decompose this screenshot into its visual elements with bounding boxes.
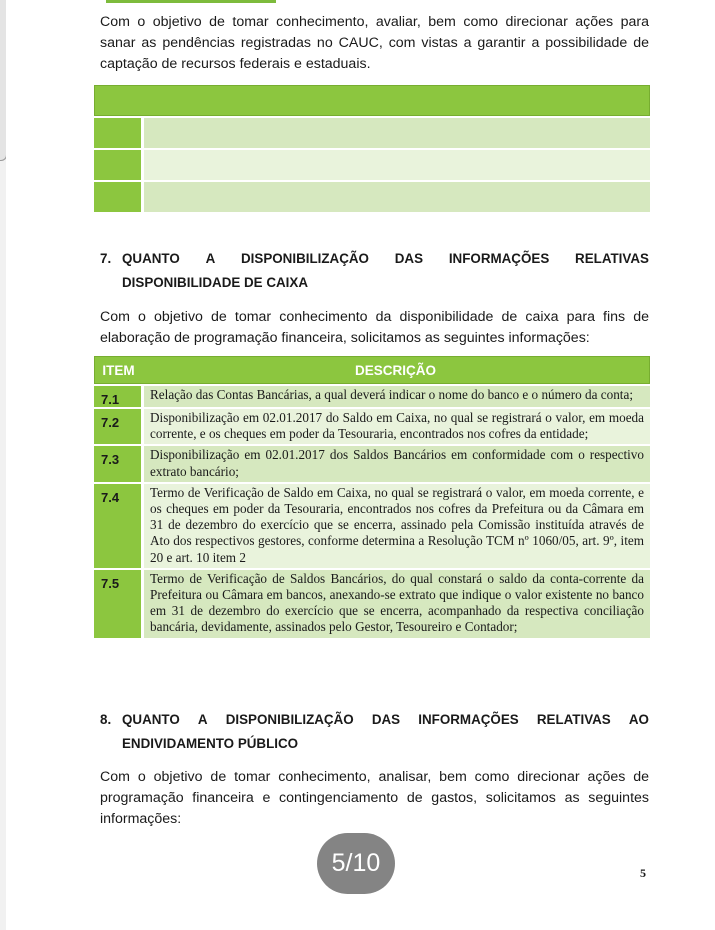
intro-paragraph: Com o objetivo de tomar conhecimento, avaliar, bem como direcionar ações para sanar as pendências registradas no CAUC, com vistas a garantir a possibilidade de captação de recursos federais e estaduais. [100, 14, 649, 72]
section-7-number: 7. [100, 251, 112, 266]
page-counter-pill[interactable]: 5/10 [317, 833, 395, 894]
table-row [94, 484, 650, 568]
empty-table-row [94, 182, 650, 212]
header-description: DESCRIÇÃO [354, 363, 436, 378]
section-8-title-line2: ENDIVIDAMENTO PÚBLICO [122, 736, 299, 751]
page-number: 5 [640, 866, 646, 880]
section-8-number: 8. [100, 712, 112, 727]
section-7-heading [100, 247, 649, 295]
item-description: Relação das Contas Bancárias, a qual deverá indicar o nome do banco e o número da conta; [144, 386, 650, 407]
table-row [94, 409, 650, 444]
item-id: 7.4 [94, 484, 141, 568]
empty-table-header [94, 85, 650, 116]
item-id: 7.1 [94, 386, 141, 407]
table-row [94, 386, 650, 407]
item-id: 7.3 [94, 446, 141, 481]
table-row [94, 570, 650, 638]
item-id: 7.5 [94, 570, 141, 638]
section-8-heading [100, 708, 649, 756]
header-item: ITEM [102, 363, 135, 378]
item-description: Termo de Verificação de Saldo em Caixa, no qual se registrará o valor, em moeda corrente, e os cheques em poder da Tesouraria, encontrados nos cofres da Prefeitura ou da Câmara em 31 de dezembro do exercício que se encerra, assinado pela Comissão instituída através de Ato dos respectivos gestores, conforme determina a Resolução TCM nº 1060/05, art. 9º, item 20 e art. 10 item 2 [144, 484, 650, 568]
item-id: 7.2 [94, 409, 141, 444]
item-description: Termo de Verificação de Saldos Bancários, do qual constará o saldo da conta-corrente da Prefeitura ou Câmara em bancos, anexando-se extrato que indique o valor existente no banco em 31 de dezembro do exercício que se encerra, acompanhado da respectiva conciliação bancária, devidamente, assinados pelo Gestor, Tesoureiro e Contador; [144, 570, 650, 638]
empty-table-row [94, 118, 650, 148]
section-7-title-line1: QUANTO A DISPONIBILIZAÇÃO DAS INFORMAÇÕES RELATIVAS [122, 251, 649, 266]
table-row [94, 446, 650, 481]
empty-table-row [94, 150, 650, 180]
item-description: Disponibilização em 02.01.2017 dos Saldos Bancários em conformidade com o respectivo extrato bancário; [144, 446, 650, 481]
top-green-strip [106, 0, 276, 3]
section-7-paragraph: Com o objetivo de tomar conhecimento da disponibilidade de caixa para fins de elaboração de programação financeira, solicitamos as seguintes informações: [100, 309, 649, 346]
section-7-title-line2: DISPONIBILIDADE DE CAIXA [122, 275, 308, 290]
table-header [94, 356, 650, 384]
item-description: Disponibilização em 02.01.2017 do Saldo em Caixa, no qual se registrará o valor, em moeda corrente, e os cheques em poder da Tesouraria, encontrados nos cofres da entidade; [144, 409, 650, 444]
empty-green-table [94, 85, 650, 212]
cash-items-table [94, 356, 650, 638]
section-8-paragraph: Com o objetivo de tomar conhecimento, analisar, bem como direcionar ações de programação financeira e contingenciamento de gastos, solicitamos as seguintes informações: [100, 769, 649, 827]
section-8-title-line1: QUANTO A DISPONIBILIZAÇÃO DAS INFORMAÇÕES RELATIVAS AO [122, 712, 649, 727]
